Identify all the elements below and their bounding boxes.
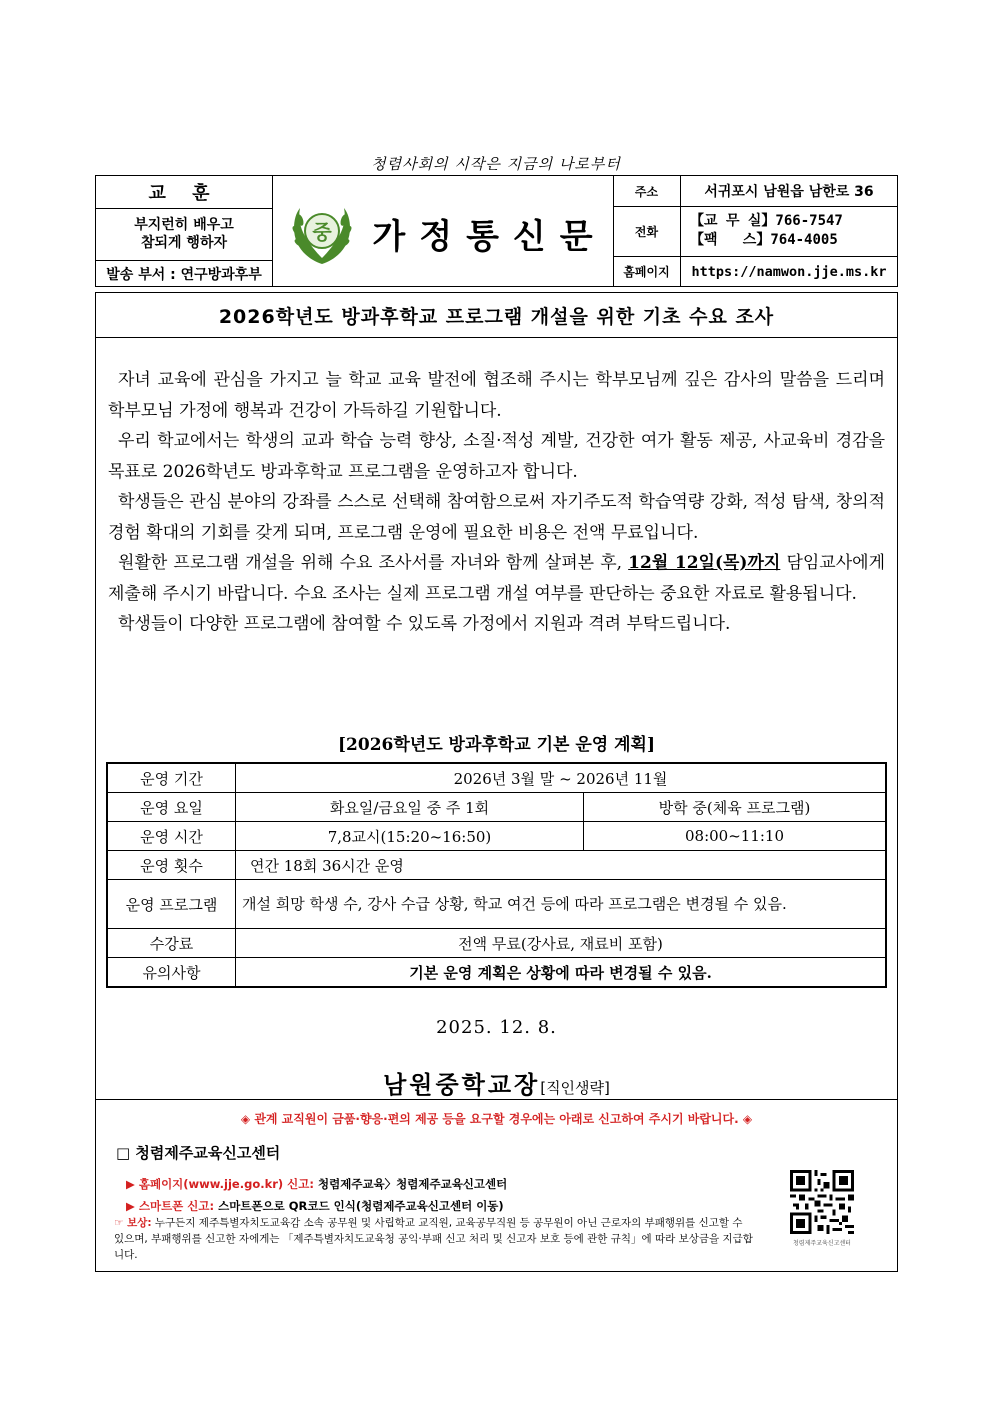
smartphone-report-line: ▶ 스마트폰 신고: 스마트폰으로 QR코드 인식(청렴제주교육신고센터 이동) (126, 1199, 504, 1213)
address-value: 서귀포시 남원읍 남한로 36 (704, 184, 874, 200)
address-label: 주소 (634, 184, 659, 199)
fee-value: 전액 무료(강사료, 재료비 포함) (236, 929, 887, 958)
office-phone: 【교 무 실】766-7547 (690, 213, 843, 229)
count-label: 운영 횟수 (107, 851, 236, 880)
table-row (107, 929, 886, 958)
logo-letter: 중 (312, 220, 332, 244)
paragraph-purpose: 우리 학교에서는 학생의 교과 학습 능력 향상, 소질·적성 계발, 건강한 여가 활동 제공, 사교육비 경감을 목표로 2026학년도 방과후학교 프로그램을 운영하고자 합니다. (108, 431, 885, 482)
reward-info: ☞ 보상: 누구든지 제주특별자치도교육감 소속 공무원 및 사립학교 교직원, 교육공무직원 등 공무원이 아닌 근로자의 부패행위를 신고할 수 있으며, 부패행위를 신고한 자에게는 「제주특별자치도교육청 공익·부패 신고 처리 및 신고자 보호 등에 관한 규칙」에 따라 보상금을 지급합니다. (114, 1217, 753, 1261)
school-emblem-icon (286, 198, 358, 270)
table-row (107, 880, 886, 929)
phone-label: 전화 (634, 224, 659, 239)
notice-body-frame (95, 292, 898, 1272)
table-row (107, 958, 886, 988)
motto-line-2: 참되게 행하자 (140, 235, 228, 251)
program-value: 개설 희망 학생 수, 강사 수급 상황, 학교 여건 등에 따라 프로그램은 변경될 수 있음. (236, 880, 887, 929)
report-center-title: □ 청렴제주교육신고센터 (116, 1144, 281, 1162)
fee-label: 수강료 (107, 929, 236, 958)
reward-label: ☞ 보상: (114, 1217, 152, 1229)
paragraph-closing: 학생들이 다양한 프로그램에 참여할 수 있도록 가정에서 지원과 격려 부탁드립니다. (118, 614, 731, 634)
deadline-date: 12월 12일(목)까지 (628, 553, 781, 573)
fax-number: 【팩 스】764-4005 (690, 232, 838, 248)
motto-line-1: 부지런히 배우고 (134, 217, 234, 233)
smartphone-report-label: ▶ 스마트폰 신고: (126, 1199, 215, 1213)
signature-line (96, 1065, 897, 1100)
letterhead (95, 175, 898, 287)
day-label: 운영 요일 (107, 793, 236, 822)
homepage-report-label[interactable]: ▶ 홈페이지(www.jje.go.kr) 신고: (126, 1177, 314, 1191)
document-title: 가정통신문 (372, 217, 607, 257)
qr-caption: 청렴제주교육신고센터 (793, 1240, 851, 1247)
issue-date: 2025. 12. 8. (436, 1017, 557, 1038)
time-label: 운영 시간 (107, 822, 236, 851)
report-warning: ◈ 관계 교직원이 금품·향응·편의 제공 등을 요구할 경우에는 아래로 신고하여 주시기 바랍니다. ◈ (240, 1112, 753, 1126)
operation-plan-table (106, 762, 887, 988)
principal-name: 남원중학교장 (383, 1071, 541, 1099)
report-center-section (96, 1099, 897, 1271)
notice-text (108, 365, 885, 640)
note-value: 기본 운영 계획은 상황에 따라 변경될 수 있음. (236, 958, 887, 988)
motto-title: 교 훈 (148, 183, 220, 204)
time-vacation: 08:00~11:10 (584, 822, 887, 851)
integrity-slogan: 청렴사회의 시작은 지금의 나로부터 (371, 155, 621, 173)
sending-department: 발송 부서 : 연구방과후부 (106, 266, 262, 283)
qr-code-icon[interactable] (790, 1170, 854, 1234)
homepage-url[interactable]: https://namwon.jje.ms.kr (691, 263, 887, 280)
plan-title: [2026학년도 방과후학교 기본 운영 계획] (338, 735, 655, 755)
table-row (107, 763, 886, 793)
period-label: 운영 기간 (107, 763, 236, 793)
paragraph-benefits: 학생들은 관심 분야의 강좌를 스스로 선택해 참여함으로써 자기주도적 학습역량 강화, 적성 탐색, 창의적 경험 확대의 기회를 갖게 되며, 프로그램 운영에 필요한 비용은 전액 무료입니다. (108, 492, 885, 543)
period-value: 2026년 3월 말 ~ 2026년 11월 (236, 763, 887, 793)
table-row (107, 793, 886, 822)
phone-numbers (680, 206, 898, 256)
notice-title: 2026학년도 방과후학교 프로그램 개설을 위한 기초 수요 조사 (96, 293, 897, 338)
note-label: 유의사항 (107, 958, 236, 988)
table-row (107, 851, 886, 880)
day-vacation: 방학 중(체육 프로그램) (584, 793, 887, 822)
seal-note: [직인생략] (540, 1079, 610, 1097)
table-row (107, 822, 886, 851)
count-value: 연간 18회 36시간 운영 (236, 851, 887, 880)
homepage-label: 홈페이지 (623, 265, 670, 279)
homepage-report-line: ▶ 홈페이지(www.jje.go.kr) 신고: 청렴제주교육〉청렴제주교육신고센터 (126, 1177, 508, 1191)
paragraph-greeting: 자녀 교육에 관심을 가지고 늘 학교 교육 발전에 협조해 주시는 학부모님께 깊은 감사의 말씀을 드리며 학부모님 가정에 행복과 건강이 가득하길 기원합니다. (108, 370, 885, 421)
time-semester: 7,8교시(15:20~16:50) (236, 822, 584, 851)
paragraph-submission: 원활한 프로그램 개설을 위해 수요 조사서를 자녀와 함께 살펴본 후, 12월 12일(목)까지 담임교사에게 제출해 주시기 바랍니다. 수요 조사는 실제 프로그램 개설 여부를 판단하는 중요한 자료로 활용됩니다. (108, 553, 885, 604)
day-semester: 화요일/금요일 중 주 1회 (236, 793, 584, 822)
school-motto (96, 208, 272, 260)
program-label: 운영 프로그램 (107, 880, 236, 929)
school-logo (282, 194, 362, 274)
